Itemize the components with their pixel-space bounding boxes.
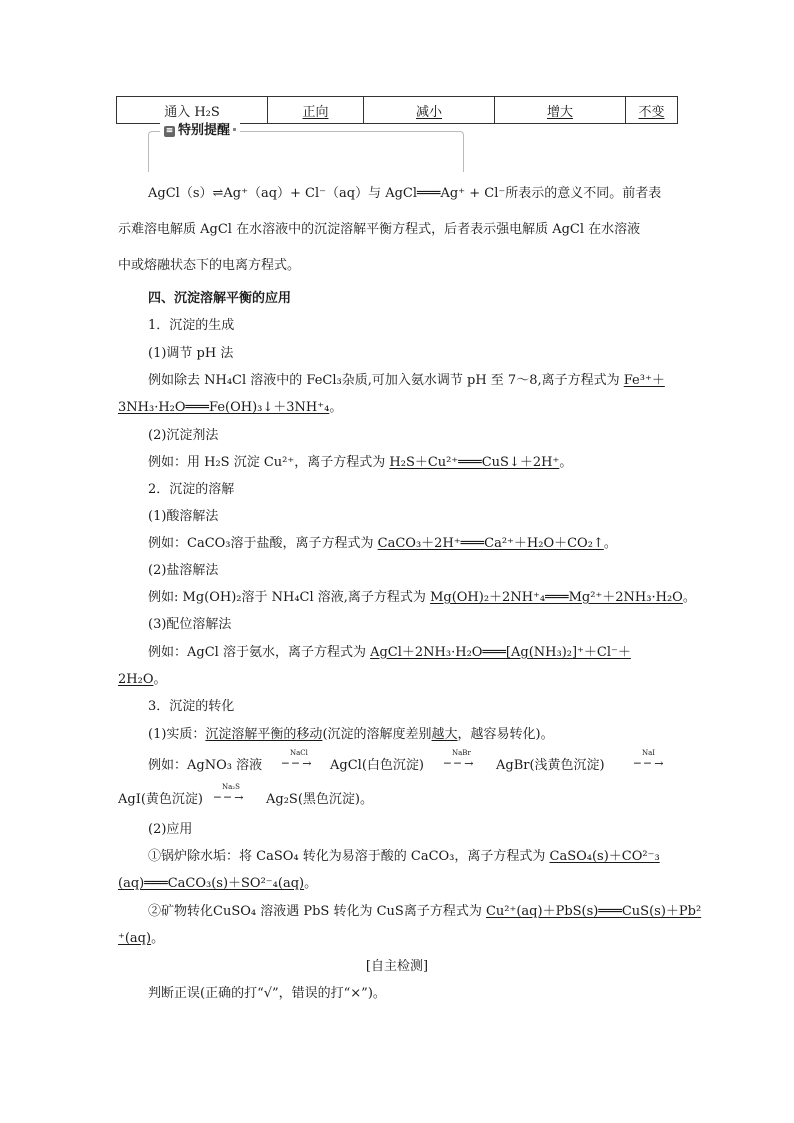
arrow-label: NaI [642, 749, 656, 757]
tip-line: 示难溶电解质 AgCl 在水溶液中的沉淀溶解平衡方程式，后者表示强电解质 AgCl 在水溶液 [118, 222, 641, 237]
example-line: 例如：CaCO₃溶于盐酸，离子方程式为 CaCO₃＋2H⁺═══Ca²⁺＋H₂O＋CO₂↑。 [148, 536, 617, 551]
equation: 3NH₃·H₂O═══Fe(OH)₃↓＋3NH⁺₄ [118, 400, 330, 415]
reaction-arrow [444, 749, 496, 770]
tip-line: AgCl（s）⇌Ag⁺（aq）+ Cl⁻（aq）与 AgCl═══Ag⁺ + Cl⁻所表示的意义不同。前者表 [148, 186, 662, 201]
equation: 2H₂O [118, 672, 154, 687]
equation: ⁺(aq) [118, 931, 152, 946]
table-cell: 正向 [268, 97, 364, 124]
chain-step: AgCl(白色沉淀) [330, 758, 424, 773]
chain-step: Ag₂S(黑色沉淀)。 [266, 792, 373, 807]
subsection-heading: 3．沉淀的转化 [148, 699, 235, 714]
subsection-heading: 2．沉淀的溶解 [148, 482, 235, 497]
right-arrow-icon: ─ ─ → [444, 757, 474, 770]
table-cell: 通入 H₂S [117, 97, 268, 124]
self-check-title: [自主检测] [365, 959, 429, 974]
summary-table [116, 96, 678, 124]
chain-step: AgBr(浅黄色沉淀) [496, 758, 605, 773]
reaction-arrow [282, 749, 328, 770]
equation: CaSO₄(s)＋CO²⁻₃ [549, 849, 660, 864]
application-line: ①锅炉除水垢：将 CaSO₄ 转化为易溶于酸的 CaCO₃，离子方程式为 CaSO₄(s)＋CO²⁻₃ [148, 849, 660, 864]
equation: CaCO₃＋2H⁺═══Ca²⁺＋H₂O＋CO₂↑ [377, 536, 604, 551]
reaction-arrow [214, 783, 264, 804]
info-icon: ≡ [165, 126, 174, 136]
example-line: 例如：用 H₂S 沉淀 Cu²⁺，离子方程式为 H₂S＋Cu²⁺═══CuS↓＋2H⁺。 [148, 455, 573, 470]
arrow-label: NaCl [290, 749, 308, 757]
tip-line: 中或熔融状态下的电离方程式。 [118, 258, 301, 273]
table-row [117, 97, 678, 124]
table-cell: 减小 [364, 97, 495, 124]
definition-line: (1)实质：沉淀溶解平衡的移动(沉淀的溶解度差别越大，越容易转化)。 [148, 727, 554, 742]
example-line: 例如除去 NH₄Cl 溶液中的 FeCl₃杂质,可加入氨水调节 pH 至 7～8,离子方程式为 Fe³⁺＋ [148, 373, 665, 388]
arrow-label: Na₂S [222, 783, 240, 791]
subsection-heading: 1．沉淀的生成 [148, 318, 235, 333]
application-line: (aq)═══CaCO₃(s)＋SO²⁻₄(aq)。 [118, 876, 318, 891]
arrow-label: NaBr [452, 749, 471, 757]
application-line: ⁺(aq)。 [118, 931, 165, 946]
right-arrow-icon: ─ ─ → [634, 757, 664, 770]
example-line: 例如：AgCl 溶于氨水，离子方程式为 AgCl＋2NH₃·H₂O═══[Ag(NH₃)₂]⁺＋Cl⁻＋ [148, 645, 631, 660]
application-line: ②矿物转化CuSO₄ 溶液遇 PbS 转化为 CuS离子方程式为 Cu²⁺(aq)＋PbS(s)═══CuS(s)＋Pb² [148, 904, 702, 919]
equation: Mg(OH)₂＋2NH⁺₄═══Mg²⁺＋2NH₃·H₂O [430, 590, 683, 605]
right-arrow-icon: ─ ─ → [214, 791, 244, 804]
example-line: 3NH₃·H₂O═══Fe(OH)₃↓＋3NH⁺₄。 [118, 400, 343, 415]
decor-dot-icon [233, 128, 236, 131]
reaction-arrow [634, 749, 676, 770]
method-heading: (1)酸溶解法 [148, 509, 219, 524]
equation: Cu²⁺(aq)＋PbS(s)═══CuS(s)＋Pb² [485, 904, 702, 919]
section-heading: 四、沉淀溶解平衡的应用 [148, 291, 292, 306]
method-heading: (3)配位溶解法 [148, 617, 232, 632]
self-check-instruction: 判断正误(正确的打“√”，错误的打“×”)。 [148, 986, 386, 1001]
example-line: 2H₂O。 [118, 672, 167, 687]
equation: H₂S＋Cu²⁺═══CuS↓＋2H⁺ [389, 455, 560, 470]
chain-step: AgI(黄色沉淀) [118, 792, 203, 807]
tip-title: ≡ 特别提醒 [160, 122, 240, 140]
method-heading: (2)沉淀剂法 [148, 428, 219, 443]
example-line: 例如: Mg(OH)₂溶于 NH₄Cl 溶液,离子方程式为 Mg(OH)₂＋2NH⁺₄═══Mg²⁺＋2NH₃·H₂O。 [148, 590, 696, 605]
equation: AgCl＋2NH₃·H₂O═══[Ag(NH₃)₂]⁺＋Cl⁻＋ [370, 645, 631, 660]
chain-step: 例如：AgNO₃ 溶液 [148, 758, 263, 773]
method-heading: (1)调节 pH 法 [148, 346, 234, 361]
method-heading: (2)应用 [148, 822, 193, 837]
table-cell: 增大 [495, 97, 626, 124]
equation: (aq)═══CaCO₃(s)＋SO²⁻₄(aq) [118, 876, 305, 891]
table-cell: 不变 [626, 97, 678, 124]
method-heading: (2)盐溶解法 [148, 563, 219, 578]
equation: Fe³⁺＋ [623, 373, 665, 388]
right-arrow-icon: ─ ─ → [282, 757, 312, 770]
